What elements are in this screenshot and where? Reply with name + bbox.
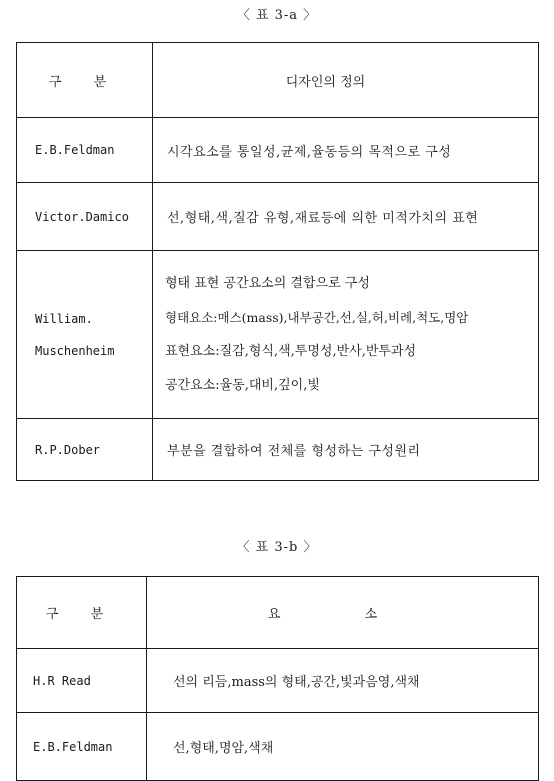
row-name-line: Muschenheim xyxy=(35,343,115,358)
definition-line: 형태 표현 공간요소의 결합으로 구성 xyxy=(165,275,370,291)
row-definition: 부분을 결합하여 전체를 형성하는 구성원리 xyxy=(153,419,539,481)
table-a-header-row xyxy=(17,43,539,118)
row-name: R.P.Dober xyxy=(17,419,153,481)
table-b-caption: 〈 표 3-b 〉 xyxy=(236,540,318,555)
row-name: E.B.Feldman xyxy=(17,713,147,781)
row-name xyxy=(17,251,153,419)
table-b xyxy=(16,576,539,781)
table-a-header-definition: 디자인의 정의 xyxy=(153,43,539,118)
table-b-header-elements: 요 소 xyxy=(147,577,539,649)
row-elements: 선의 리듬,mass의 형태,공간,빛과음영,색채 xyxy=(147,649,539,713)
definition-line: 표현요소:질감,형식,색,투명성,반사,반투과성 xyxy=(165,343,417,359)
definition-line: 공간요소:율동,대비,깊이,빛 xyxy=(165,377,320,393)
table-a-header-category: 구 분 xyxy=(17,43,153,118)
table-row xyxy=(17,419,539,481)
table-row xyxy=(17,713,539,781)
row-name: H.R Read xyxy=(17,649,147,713)
row-name-line: William. xyxy=(35,311,93,326)
row-elements: 선,형태,명암,색채 xyxy=(147,713,539,781)
table-row xyxy=(17,183,539,251)
table-b-header-row xyxy=(17,577,539,649)
table-a xyxy=(16,42,539,481)
row-definition xyxy=(153,251,539,419)
table-a-caption: 〈 표 3-a 〉 xyxy=(236,8,318,23)
row-definition: 시각요소를 통일성,균제,율동등의 목적으로 구성 xyxy=(153,118,539,183)
definition-line: 형태요소:매스(mass),내부공간,선,실,허,비례,척도,명암 xyxy=(165,309,469,325)
row-definition: 선,형태,색,질감 유형,재료등에 의한 미적가치의 표현 xyxy=(153,183,539,251)
table-row xyxy=(17,251,539,419)
table-b-header-category: 구 분 xyxy=(17,577,147,649)
row-name: E.B.Feldman xyxy=(17,118,153,183)
table-row xyxy=(17,118,539,183)
row-name: Victor.Damico xyxy=(17,183,153,251)
table-row xyxy=(17,649,539,713)
